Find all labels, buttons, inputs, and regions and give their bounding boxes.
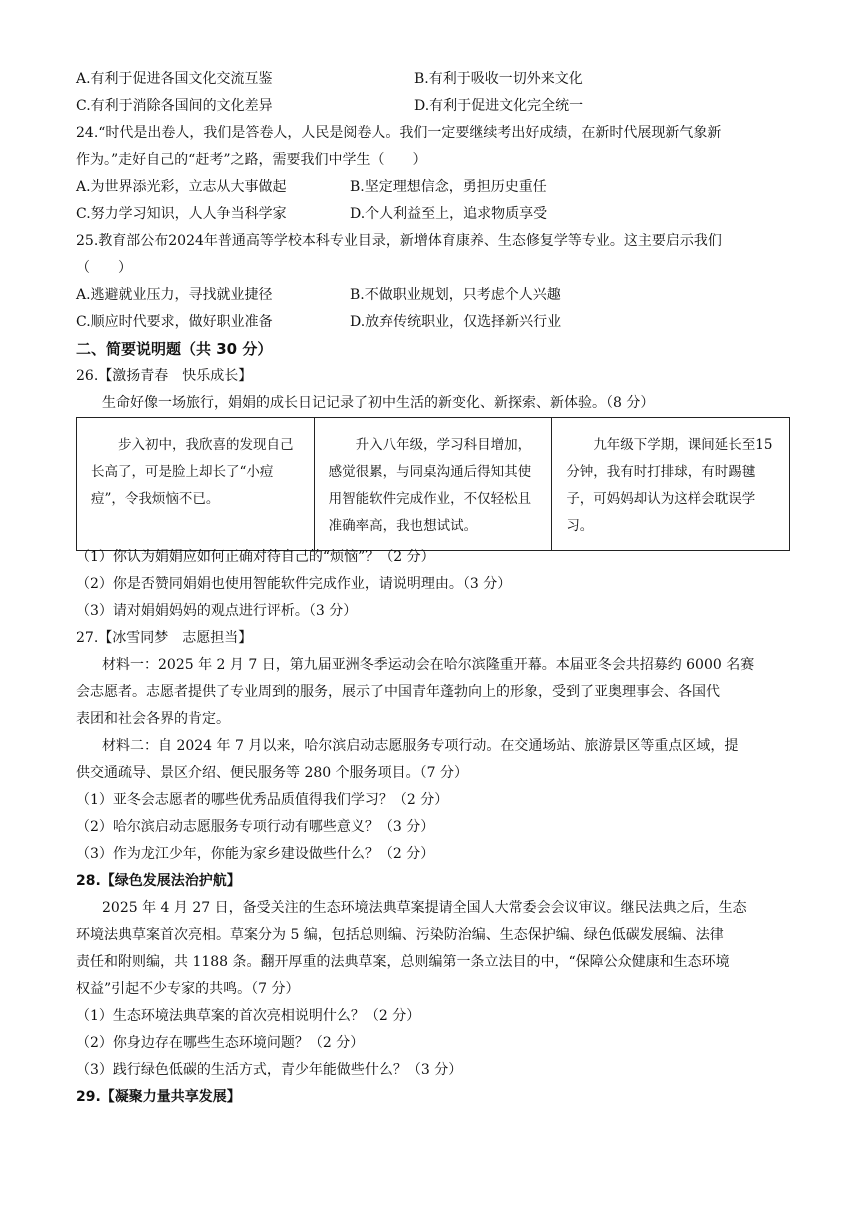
q27-material1-line1: 材料一：2025 年 2 月 7 日，第九届亚洲冬季运动会在哈尔滨隆重开幕。本届亚冬会共招募约 6000 名赛 <box>102 657 755 673</box>
q23-option-b: B.有利于吸收一切外来文化 <box>414 71 583 87</box>
q25-stem-line1: 25.教育部公布2024年普通高等学校本科专业目录，新增体育康养、生态修复学等专业。这主要启示我们 <box>76 233 722 249</box>
q26-intro: 生命好像一场旅行，娟娟的成长日记记录了初中生活的新变化、新探索、新体验。（8 分） <box>102 395 655 411</box>
q26-sub3: （3）请对娟娟妈妈的观点进行评析。（3 分） <box>76 603 358 619</box>
q26-sub1: （1）你认为娟娟应如何正确对待自己的“烦恼”？（2 分） <box>76 549 435 565</box>
q28-sub1: （1）生态环境法典草案的首次亮相说明什么？（2 分） <box>76 1008 421 1024</box>
q28-sub3: （3）践行绿色低碳的生活方式，青少年能做些什么？（3 分） <box>76 1062 463 1078</box>
q24-option-a: A.为世界添光彩，立志从大事做起 <box>76 179 287 195</box>
q24-stem-line1: 24.“时代是出卷人，我们是答卷人，人民是阅卷人。我们一定要继续考出好成绩，在新时代展现新气象新 <box>76 125 722 141</box>
q28-title: 28.【绿色发展法治护航】 <box>76 873 241 889</box>
q23-option-a: A.有利于促进各国文化交流互鉴 <box>76 71 273 87</box>
diary-cell-grade9: 九年级下学期，课间延长至15 分钟，我有时打排球，有时踢毽子，可妈妈却认为这样会耽误学习。 <box>552 418 790 551</box>
diary-cell-grade8: 升入八年级，学习科目增加，感觉很累，与同桌沟通后得知其使用智能软件完成作业，不仅轻松且准确率高，我也想试试。 <box>314 418 552 551</box>
q28-paragraph-line4: 权益”引起不少专家的共鸣。（7 分） <box>76 981 300 997</box>
q27-sub1: （1）亚冬会志愿者的哪些优秀品质值得我们学习？（2 分） <box>76 792 449 808</box>
q23-option-c: C.有利于消除各国间的文化差异 <box>76 98 273 114</box>
q27-sub3: （3）作为龙江少年，你能为家乡建设做些什么？（2 分） <box>76 846 435 862</box>
q28-paragraph-line1: 2025 年 4 月 27 日，备受关注的生态环境法典草案提请全国人大常委会会议审议。继民法典之后，生态 <box>102 900 747 916</box>
q25-option-a: A.逃避就业压力，寻找就业捷径 <box>76 287 273 303</box>
q27-material1-line3: 表团和社会各界的肯定。 <box>76 711 230 727</box>
q27-material2-line2: 供交通疏导、景区介绍、便民服务等 280 个服务项目。（7 分） <box>76 765 468 781</box>
diary-cell-grade7: 步入初中，我欣喜的发现自己长高了，可是脸上却长了“小痘痘”，令我烦恼不已。 <box>77 418 315 551</box>
q25-option-d: D.放弃传统职业，仅选择新兴行业 <box>350 314 562 330</box>
q28-paragraph-line2: 环境法典草案首次亮相。草案分为 5 编，包括总则编、污染防治编、生态保护编、绿色低碳发展编、法律 <box>76 927 724 943</box>
q25-stem-line2: （ ） <box>76 260 132 276</box>
q27-sub2: （2）哈尔滨启动志愿服务专项行动有哪些意义？（3 分） <box>76 819 435 835</box>
q23-option-d: D.有利于促进文化完全统一 <box>414 98 584 114</box>
q28-paragraph-line3: 责任和附则编，共 1188 条。翻开厚重的法典草案，总则编第一条立法目的中，“保障公众健康和生态环境 <box>76 954 730 970</box>
diary-table <box>76 417 790 551</box>
section-title: 二、简要说明题（共 30 分） <box>76 340 273 358</box>
q27-material1-line2: 会志愿者。志愿者提供了专业周到的服务，展示了中国青年蓬勃向上的形象，受到了亚奥理事会、各国代 <box>76 684 720 700</box>
q25-option-c: C.顺应时代要求，做好职业准备 <box>76 314 273 330</box>
q27-material2-line1: 材料二：自 2024 年 7 月以来，哈尔滨启动志愿服务专项行动。在交通场站、旅游景区等重点区域，提 <box>102 738 739 754</box>
q27-title: 27.【冰雪同梦 志愿担当】 <box>76 630 253 646</box>
q26-sub2: （2）你是否赞同娟娟也使用智能软件完成作业，请说明理由。（3 分） <box>76 576 512 592</box>
q24-option-c: C.努力学习知识，人人争当科学家 <box>76 206 287 222</box>
q24-option-b: B.坚定理想信念，勇担历史重任 <box>350 179 547 195</box>
q24-option-d: D.个人利益至上，追求物质享受 <box>350 206 548 222</box>
q26-title: 26.【激扬青春 快乐成长】 <box>76 368 253 384</box>
q29-title: 29.【凝聚力量共享发展】 <box>76 1089 241 1105</box>
q25-option-b: B.不做职业规划，只考虑个人兴趣 <box>350 287 561 303</box>
q28-sub2: （2）你身边存在哪些生态环境问题？（2 分） <box>76 1035 365 1051</box>
q24-stem-line2: 作为。”走好自己的“赶考”之路，需要我们中学生（ ） <box>76 152 427 168</box>
